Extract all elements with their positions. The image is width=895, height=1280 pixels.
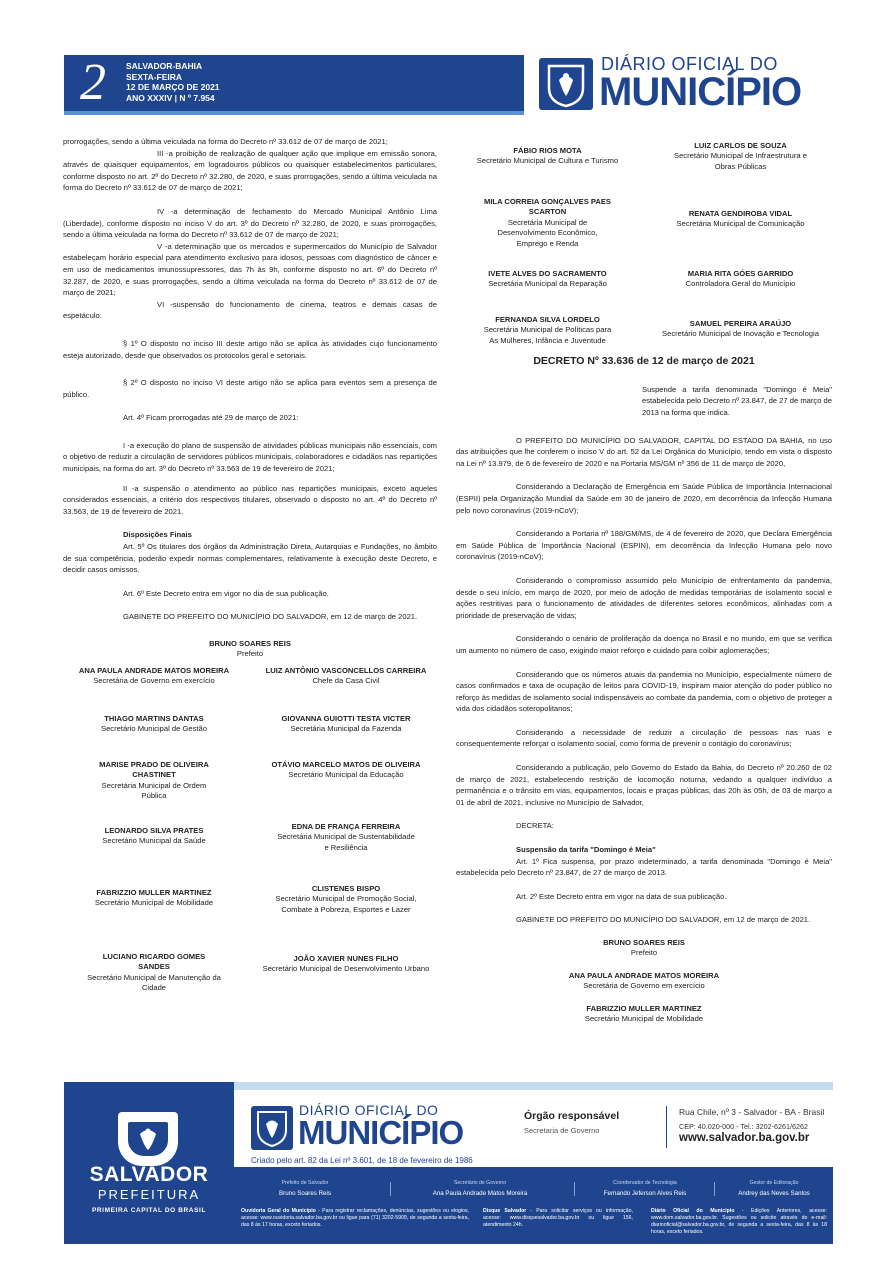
signer-name: FABRIZZIO MULLER MARTINEZ: [586, 1003, 702, 1013]
credit-role: Coordenador de Tecnologia: [613, 1180, 677, 1186]
paragraph: GABINETE DO PREFEITO DO MUNICÍPIO DO SALVADOR, em 12 de março de 2021.: [516, 915, 811, 925]
signature-block: [456, 971, 832, 992]
edition-info: [126, 61, 220, 103]
signature-block: [63, 822, 245, 884]
signature-block: [456, 197, 639, 269]
paragraph: III -a proibição de realização de qualquer ação que implique em emissão sonora, através de quaisquer equipamentos, em logradouros públicos ou quaisquer estabelecimentos particulares, conforme disposto no art. 2º do Decreto nº 32.280, de 2020, e suas prorrogações, sendo a última veiculada na forma do Decreto nº 33.612 de 07 de março de 2021;: [63, 148, 437, 193]
signer-role: Secretário Municipal de Infraestrutura e Obras Públicas: [674, 151, 807, 171]
signer-role: Secretária Municipal de Sustentabilidade e Resiliência: [277, 832, 415, 852]
paragraph: Considerando o compromisso assumido pelo Município de enfrentamento da pandemia, desde o seu início, em março de 2020, por meio de adoção de medidas temporárias de isolamento social e ações restritivas para o funcionamento de atividades de diferentes setores econômicos, alinhadas com a prioridade de preservação de vidas;: [456, 575, 832, 620]
responsible-body-label: Órgão responsável: [524, 1110, 620, 1122]
signature-block: [63, 884, 245, 952]
signer-name: RENATA GENDIROBA VIDAL: [688, 209, 793, 218]
signature-grid: [63, 666, 437, 994]
disque-title: Disque Salvador: [483, 1208, 527, 1214]
paragraph: GABINETE DO PREFEITO DO MUNICÍPIO DO SALVADOR, em 12 de março de 2021.: [123, 612, 418, 622]
decree-summary: Suspende a tarifa denominada "Domingo é Meia" estabelecida pelo Decreto nº 23.847, de 27 de março de 2013 na forma que indica.: [642, 384, 832, 417]
credit-role: Secretário de Governo: [453, 1180, 507, 1186]
paragraph: IV -a determinação de fechamento do Mercado Municipal Antônio Lima (Liberdade), conforme disposto no inciso V do art. 3º do Decreto nº 32.280, de 2020, e suas prorrogações, sendo a última veiculada na forma do Decreto nº 33.612 de 07 de março de 2021;: [63, 206, 437, 240]
signer-role: Prefeito: [630, 948, 658, 958]
signature-block: [649, 269, 832, 315]
credit-role: Prefeito de Salvador: [281, 1180, 329, 1186]
signer-name: GIOVANNA GUIOTTI TESTA VICTER: [281, 713, 411, 723]
diario-note: [651, 1208, 827, 1236]
signer-name: BRUNO SOARES REIS: [209, 639, 291, 648]
signature-block: [63, 952, 245, 994]
coat-of-arms-icon: [251, 1106, 293, 1150]
signature-block: [456, 1004, 832, 1025]
website-link[interactable]: www.salvador.ba.gov.br: [679, 1132, 810, 1144]
footer-divider: [666, 1106, 667, 1148]
paragraph: Considerando a publicação, pelo Governo do Estado da Bahia, do Decreto nº 20.260 de 02 de março de 2021, estabelecendo restrição de locomoção noturna, vedando a qualquer indivíduo a permanência e o trânsito em vias, equipamentos, locais e praças públicas, das 20h às 05h, de 03 de março a 01 de abril de 2021, inclusive no Município de Salvador,: [456, 763, 832, 807]
paragraph: Art. 1º Fica suspensa, por prazo indeterminado, a tarifa denominada "Domingo é Meia" estabelecida pelo Decreto nº 23.847, de 27 de março de 2013.: [456, 856, 832, 878]
signature-block: [63, 666, 245, 714]
section-title: Disposições Finais: [123, 530, 192, 540]
signature-block: [456, 269, 639, 315]
signer-role: Secretária de Governo em exercício: [93, 676, 215, 686]
credit-role: Gestor de Editoração: [749, 1180, 799, 1186]
signer-role: Prefeito: [236, 649, 264, 659]
signer-name: OTÁVIO MARCELO MATOS DE OLIVEIRA: [271, 759, 421, 769]
coat-of-arms-icon: [539, 58, 593, 110]
ouvidoria-text: - Para registrar reclamações, denúncias, sugestões ou elogios, acesse: www.ouvidoria.salvador.ba.gov.br ou ligue para (71) 3202-5909, de segunda a sexta-feira, das 8 às 17 horas, exceto feriados.: [241, 1208, 469, 1228]
paragraph: Considerando a Declaração de Emergência em Saúde Pública de Importância Internacional (ESPII) pela Organização Mundial da Saúde em 30 de janeiro de 2020, em decorrência da Infecção Humana pelo novo coronavírus (2019-nCoV);: [456, 482, 832, 515]
signature-block: [255, 884, 437, 952]
signature-block: [255, 952, 437, 994]
signer-role: Secretário Municipal de Desenvolvimento Urbano: [262, 964, 430, 974]
signature-block: [649, 315, 832, 346]
page-number: 2: [80, 54, 106, 111]
credit-person: Fernando Jeferson Alves Reis: [603, 1190, 687, 1197]
signer-role: Secretária Municipal da Fazenda: [290, 724, 402, 734]
signer-role: Secretário Municipal da Educação: [288, 770, 404, 780]
signer-role: Secretária de Governo em exercício: [583, 981, 705, 991]
address: Rua Chile, nº 3 - Salvador - BA - Brasil: [679, 1107, 825, 1117]
signer-name: FÁBIO RIOS MOTA: [513, 146, 582, 155]
signer-name: LEONARDO SILVA PRATES: [104, 825, 204, 835]
signer-role: Secretário Municipal de Promoção Social, Combate à Pobreza, Esportes e Lazer: [275, 894, 417, 914]
diario-title: Diário Oficial do Município: [651, 1208, 735, 1214]
signature-block: [456, 315, 639, 346]
paragraph: Considerando a Portaria nº 188/GM/MS, de 4 de fevereiro de 2020, que Declara Emergência em Saúde Pública de Importância Nacional (ESPIN), em decorrência da Infecção Humana pelo novo coronavírus (2019-nCoV);: [456, 529, 832, 562]
signer-name: FABRIZZIO MULLER MARTINEZ: [96, 887, 212, 897]
signer-name: JOÃO XAVIER NUNES FILHO: [293, 953, 399, 963]
creation-law-note: Criado pelo art. 82 da Lei nº 3.601, de 18 de fevereiro de 1986: [251, 1156, 473, 1165]
signature-block: [63, 760, 245, 822]
signer-role: Secretário Municipal de Mobilidade: [584, 1014, 704, 1024]
signer-name: SAMUEL PEREIRA ARAÚJO: [689, 319, 792, 328]
right-column: [456, 141, 832, 1024]
signer-name: CLISTENES BISPO: [311, 883, 381, 893]
logo-main-text: MUNICÍPIO: [298, 1114, 464, 1151]
signer-role: Secretária Municipal da Reparação: [488, 279, 607, 289]
ouvidoria-title: Ouvidoria Geral do Município: [241, 1208, 316, 1214]
credit-divider: [574, 1182, 575, 1196]
signature-grid: [456, 141, 832, 346]
signature-block: [255, 714, 437, 760]
disque-note: [483, 1208, 633, 1229]
paragraph: O PREFEITO DO MUNICÍPIO DO SALVADOR, CAPITAL DO ESTADO DA BAHIA, no uso das atribuições que lhe conferem o inciso V do art. 52 da Lei Orgânica do Município, tendo em vista o disposto na Lei nº 13.979, de 6 de fevereiro de 2020 e na Portaria MS/GM nº 356 de 11 de março de 2020,: [456, 435, 832, 468]
paragraph: I -a execução do plano de suspensão de atividades públicas municipais não essenciais, com o objetivo de reduzir a circulação de servidores públicos municipais, colaboradores e cidadãos nas repartições municipais, na forma do art. 3º do Decreto nº 33.563 de 19 de fevereiro de 2021;: [63, 440, 437, 474]
ouvidoria-note: [241, 1208, 469, 1229]
left-column: [63, 136, 437, 993]
crest-inner-icon: [128, 1122, 168, 1156]
signer-name: LUCIANO RICARDO GOMES SANDES: [102, 951, 206, 972]
signer-name: MILA CORREIA GONÇALVES PAES SCARTON: [484, 197, 611, 217]
footer-diario-logo: [251, 1100, 501, 1160]
signer-role: Secretário Municipal de Cultura e Turismo: [476, 156, 619, 166]
paragraph: § 2º O disposto no inciso VI deste artigo não se aplica para eventos sem a presença de público.: [63, 378, 437, 399]
credit-person: Bruno Soares Reis: [279, 1190, 331, 1197]
logo-main-text: MUNICÍPIO: [599, 70, 802, 114]
signature-block: [456, 938, 832, 959]
header-accent-bar: [64, 111, 524, 115]
signer-name: FERNANDA SILVA LORDELO: [495, 315, 600, 324]
signer-role: Secretária Municipal de Desenvolvimento Econômico, Emprego e Renda: [497, 217, 598, 248]
signer-name: MARIA RITA GÓES GARRIDO: [687, 269, 794, 278]
paragraph: prorrogações, sendo a última veiculada na forma do Decreto nº 33.612 de 07 de março de 2021;: [63, 137, 388, 146]
capital-tagline: PRIMEIRA CAPITAL DO BRASIL: [91, 1207, 207, 1214]
date-label: 12 DE MARÇO DE 2021: [126, 82, 220, 92]
signer-role: Secretário Municipal da Saúde: [102, 836, 206, 846]
signer-name: EDNA DE FRANÇA FERREIRA: [291, 821, 401, 831]
signer-role: Secretária Municipal de Ordem Pública: [101, 780, 207, 801]
diario-oficial-logo: [539, 52, 839, 112]
prefeitura-wordmark: PREFEITURA: [97, 1187, 201, 1202]
section-title: Suspensão da tarifa "Domingo é Meia": [516, 845, 656, 855]
paragraph: Art. 5º Os titulares dos órgãos da Administração Direta, Autarquias e Fundações, no âmbito de sua competência, poderão expedir normas complementares, relativamente à execução deste Decreto, e decidir casos omissos.: [63, 542, 437, 575]
signer-name: LUIZ CARLOS DE SOUZA: [694, 141, 787, 150]
signature-block: [649, 197, 832, 269]
paragraph: § 1º O disposto no inciso III deste artigo não se aplica às atividades cujo funcionamento esteja autorizado, desde que observados os protocolos geral e setoriais.: [63, 338, 437, 360]
credit-divider: [714, 1182, 715, 1196]
credit-person: Andrey das Neves Santos: [738, 1190, 810, 1197]
paragraph: DECRETA:: [516, 821, 554, 831]
signer-role: Secretária Municipal de Comunicação: [676, 219, 805, 229]
signer-role: Secretária Municipal de Políticas para As Mulheres, Infância e Juventude: [483, 325, 612, 345]
paragraph: VI -suspensão do funcionamento de cinema, teatros e demais casas de espetáculo.: [63, 299, 437, 321]
paragraph: II -a suspensão o atendimento ao público nas repartições municipais, exceto aqueles considerados essenciais, a critério dos respectivos titulares, observado o disposto no art. 4º do Decreto nº 33.563, de 19 de fevereiro de 2021.: [63, 483, 437, 516]
cep-phone: CEP: 40.020-000 - Tel.: 3202-6261/6262: [679, 1122, 808, 1131]
paragraph: Art. 2º Este Decreto entra em vigor na data de sua publicação.: [516, 891, 727, 901]
signature-block: [456, 141, 639, 197]
signer-name: ANA PAULA ANDRADE MATOS MOREIRA: [568, 970, 720, 980]
credit-divider: [390, 1182, 391, 1196]
signature-block: [255, 822, 437, 884]
weekday-label: SEXTA-FEIRA: [126, 71, 183, 82]
signer-role: Secretário Municipal de Manutenção da Cidade: [87, 972, 221, 993]
signer-name: ANA PAULA ANDRADE MATOS MOREIRA: [78, 665, 230, 675]
diario-text: - Edições Anteriores, acesse: www.dom.salvador.ba.gov.br. Sugestões ou solicite através do e-mail: diariooficial@salvador.ba.gov.br, de segunda a sexta-feira, das 8 às 18 horas, exceto feriados.: [651, 1208, 827, 1235]
logo-top-text: DIÁRIO OFICIAL DO: [601, 54, 778, 74]
signer-role: Chefe da Casa Civil: [312, 676, 380, 686]
signer-role: Controladora Geral do Município: [685, 279, 796, 289]
decree-title: DECRETO Nº 33.636 de 12 de março de 2021: [533, 355, 755, 368]
signer-name: THIAGO MARTINS DANTAS: [104, 713, 204, 723]
paragraph: Considerando o cenário de proliferação da doença no Brasil e no mundo, em que se verifica um aumento no número de caso, exigindo maior reforço e cuidado para coibir aglomerações;: [456, 634, 832, 655]
signature-block: [255, 760, 437, 822]
signer-name: BRUNO SOARES REIS: [603, 938, 685, 947]
paragraph: Considerando que os números atuais da pandemia no Município, especialmente número de casos confirmados e taxa de ocupação de leitos para COVID-19, inspiram maior atenção do poder público no reforço às medidas de isolamento social indispensáveis ao combate da pandemia, com o objetivo de proteger a vida dos cidadãos soteropolitanos;: [456, 669, 832, 714]
credit-person: Ana Paula Andrade Matos Moreira: [432, 1190, 528, 1197]
paragraph: Considerando a necessidade de reduzir a circulação de pessoas nas ruas e consequentemente reforçar o isolamento social, como forma de prevenir o contágio do coronavírus;: [456, 727, 832, 749]
signature-block: [255, 666, 437, 714]
signer-name: MARISE PRADO DE OLIVEIRA CHASTINET: [99, 759, 209, 780]
paragraph: V -a determinação que os mercados e supermercados do Município de Salvador estabeleçam horário especial para atendimento exclusivo para idosos, pessoas com diagnóstico de câncer e em uso de medicamentos imunossupressores, das 7h às 9h, conforme disposto no art. 6º do Decreto nº 32.287, de 2020, e suas prorrogações, sendo a última veiculada na forma do Decreto nº 33.612 de 07 de março de 2021;: [63, 241, 437, 298]
city-label: SALVADOR-BAHIA: [126, 61, 203, 71]
responsible-body-name: Secretaria de Governo: [524, 1126, 600, 1135]
disque-text: - Para solicitar serviços ou informação, acesse: www.disquesalvador.ba.gov.br ou ligue 156, atendimento 24h.: [483, 1208, 633, 1228]
signature-block: [63, 714, 245, 760]
signer-role: Secretário Municipal de Gestão: [101, 724, 207, 734]
paragraph: Art. 4º Ficam prorrogadas até 29 de março de 2021:: [123, 413, 299, 423]
signature-block: [649, 141, 832, 197]
signer-name: LUIZ ANTÔNIO VASCONCELLOS CARREIRA: [265, 665, 427, 675]
paragraph: Art. 6º Este Decreto entra em vigor no dia de sua publicação.: [123, 588, 329, 598]
logo-top-text: DIÁRIO OFICIAL DO: [299, 1102, 439, 1118]
edition-label: ANO XXXIV | N º 7.954: [126, 92, 215, 103]
salvador-wordmark: SALVADOR: [89, 1163, 209, 1186]
signer-name: IVETE ALVES DO SACRAMENTO: [488, 269, 607, 278]
signer-role: Secretário Municipal de Mobilidade: [94, 898, 214, 908]
signer-role: Secretário Municipal de Inovação e Tecnologia: [662, 329, 819, 339]
signature-block: [63, 639, 437, 660]
